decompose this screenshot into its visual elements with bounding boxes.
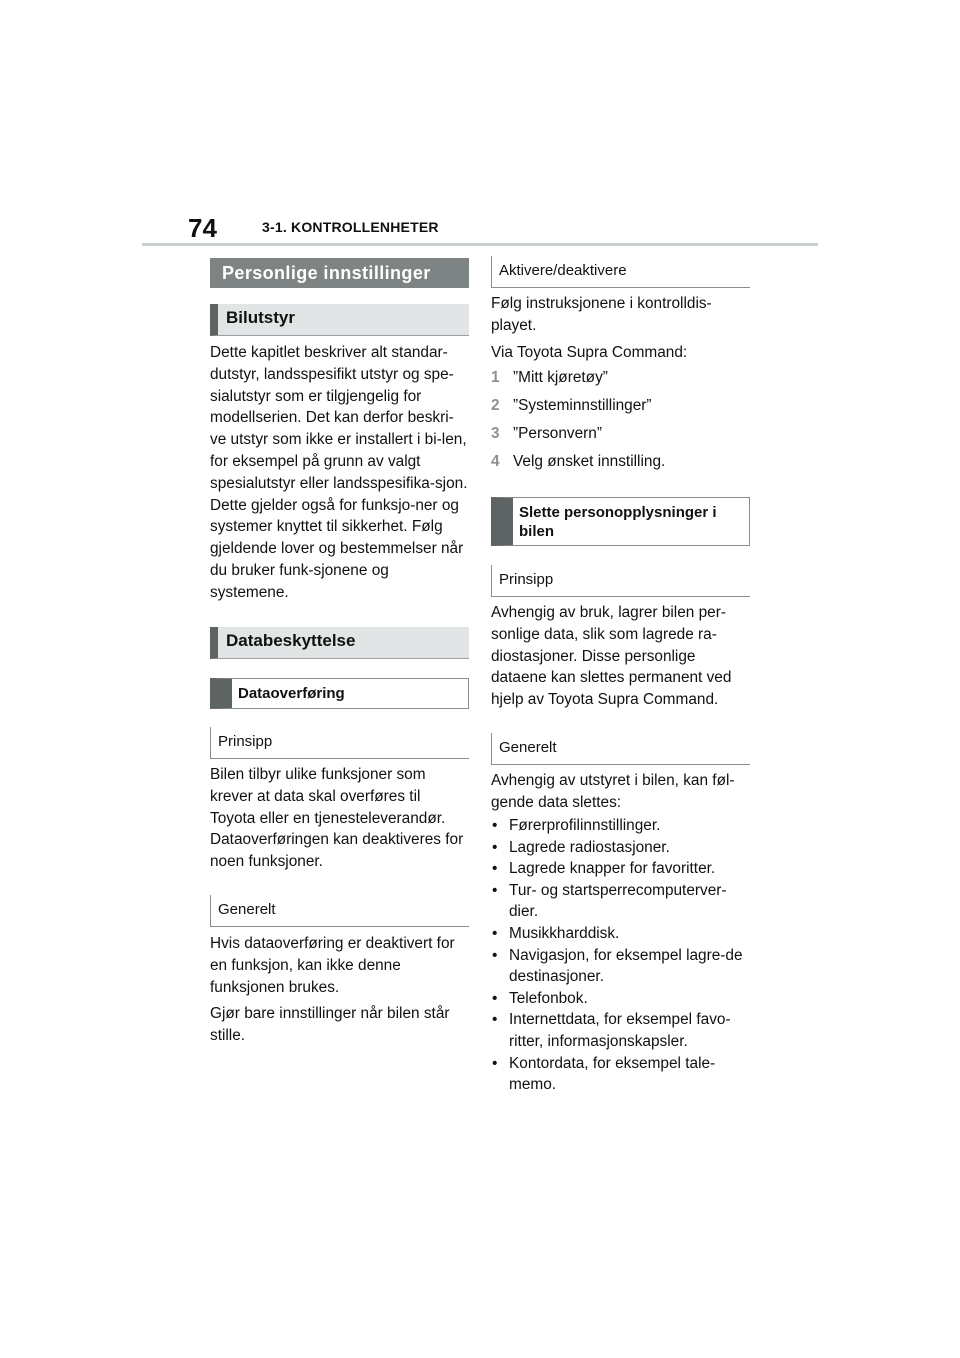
step-2	[491, 396, 750, 416]
header-divider	[142, 243, 818, 246]
step-number: 3	[491, 425, 500, 442]
list-item: • Telefonbok.	[491, 988, 750, 1010]
generelt-text-right: Avhengig av utstyret i bilen, kan føl-gende data slettes:	[491, 772, 735, 811]
step-3	[491, 424, 750, 444]
list-item: • Musikkharddisk.	[491, 923, 750, 945]
prinsipp-text-right: Avhengig av bruk, lagrer bilen per-sonlige data, slik som lagrede ra-diostasjoner. Disse personlige dataene kan slettes permanent ved hjelp av Toyota Supra Command.	[491, 604, 732, 709]
heading-bilutstyr: Bilutstyr	[210, 304, 469, 336]
list-item: • Internettdata, for eksempel favo-ritter, informasjonskapsler.	[491, 1009, 750, 1052]
heading-prinsipp-right: Prinsipp	[491, 565, 750, 597]
list-item: • Navigasjon, for eksempel lagre-de destinasjoner.	[491, 945, 750, 988]
heading-generelt-right: Generelt	[491, 733, 750, 765]
step-text: ”Systeminnstillinger”	[513, 397, 652, 414]
heading-dataoverforing: Dataoverføring	[210, 678, 469, 709]
via-text: Via Toyota Supra Command:	[491, 344, 688, 361]
list-item: • Kontordata, for eksempel tale-memo.	[491, 1053, 750, 1096]
step-text: ”Personvern”	[513, 425, 602, 442]
step-number: 4	[491, 453, 500, 470]
heading-slette-personopplysninger: Slette personopplysninger i bilen	[491, 497, 750, 546]
list-item: • Lagrede knapper for favoritter.	[491, 858, 750, 880]
list-item: • Tur- og startsperrecomputerver-dier.	[491, 880, 750, 923]
bilutstyr-text: Dette kapitlet beskriver alt standar-dutstyr, landsspesifikt utstyr og spe-sialutstyr som er tilgjengelig for modellserien. Det kan derfor beskri-ve utstyr som ikke er installert i bi-len, for eksempel på grunn av valgt spesialutstyr eller landsspesifika-sjon. Dette gjelder også for funksjo-ner og systemer knyttet til sikkerhet. Følg gjeldende lover og bestemmelser når du bruker funk-sjonene og systemene.	[210, 344, 468, 601]
heading-databeskyttelse: Databeskyttelse	[210, 627, 469, 659]
step-text: ”Mitt kjøretøy”	[513, 369, 608, 386]
step-4	[491, 452, 750, 472]
step-number: 1	[491, 369, 500, 386]
deletable-data-list	[491, 815, 750, 1096]
step-number: 2	[491, 397, 500, 414]
section-title: 3-1. KONTROLLENHETER	[262, 219, 439, 235]
step-1	[491, 368, 750, 388]
heading-prinsipp: Prinsipp	[210, 727, 469, 759]
prinsipp-text: Bilen tilbyr ulike funksjoner som krever at data skal overføres til Toyota eller en tjenesteleverandør. Dataoverføringen kan deaktiveres for noen funksjoner.	[210, 766, 464, 871]
aktivere-text: Følg instruksjonene i kontrolldis-playet.	[491, 295, 712, 334]
page-number: 74	[188, 213, 217, 243]
list-item: • Lagrede radiostasjoner.	[491, 837, 750, 859]
heading-generelt: Generelt	[210, 895, 469, 927]
generelt-text-2: Gjør bare innstillinger når bilen står stille.	[210, 1005, 450, 1044]
heading-personlige-innstillinger: Personlige innstillinger	[210, 258, 469, 288]
generelt-text-1: Hvis dataoverføring er deaktivert for en funksjon, kan ikke denne funksjonen brukes.	[210, 935, 455, 996]
step-text: Velg ønsket innstilling.	[513, 453, 666, 470]
heading-aktivere-deaktivere: Aktivere/deaktivere	[491, 256, 750, 288]
list-item: • Førerprofilinnstillinger.	[491, 815, 750, 837]
